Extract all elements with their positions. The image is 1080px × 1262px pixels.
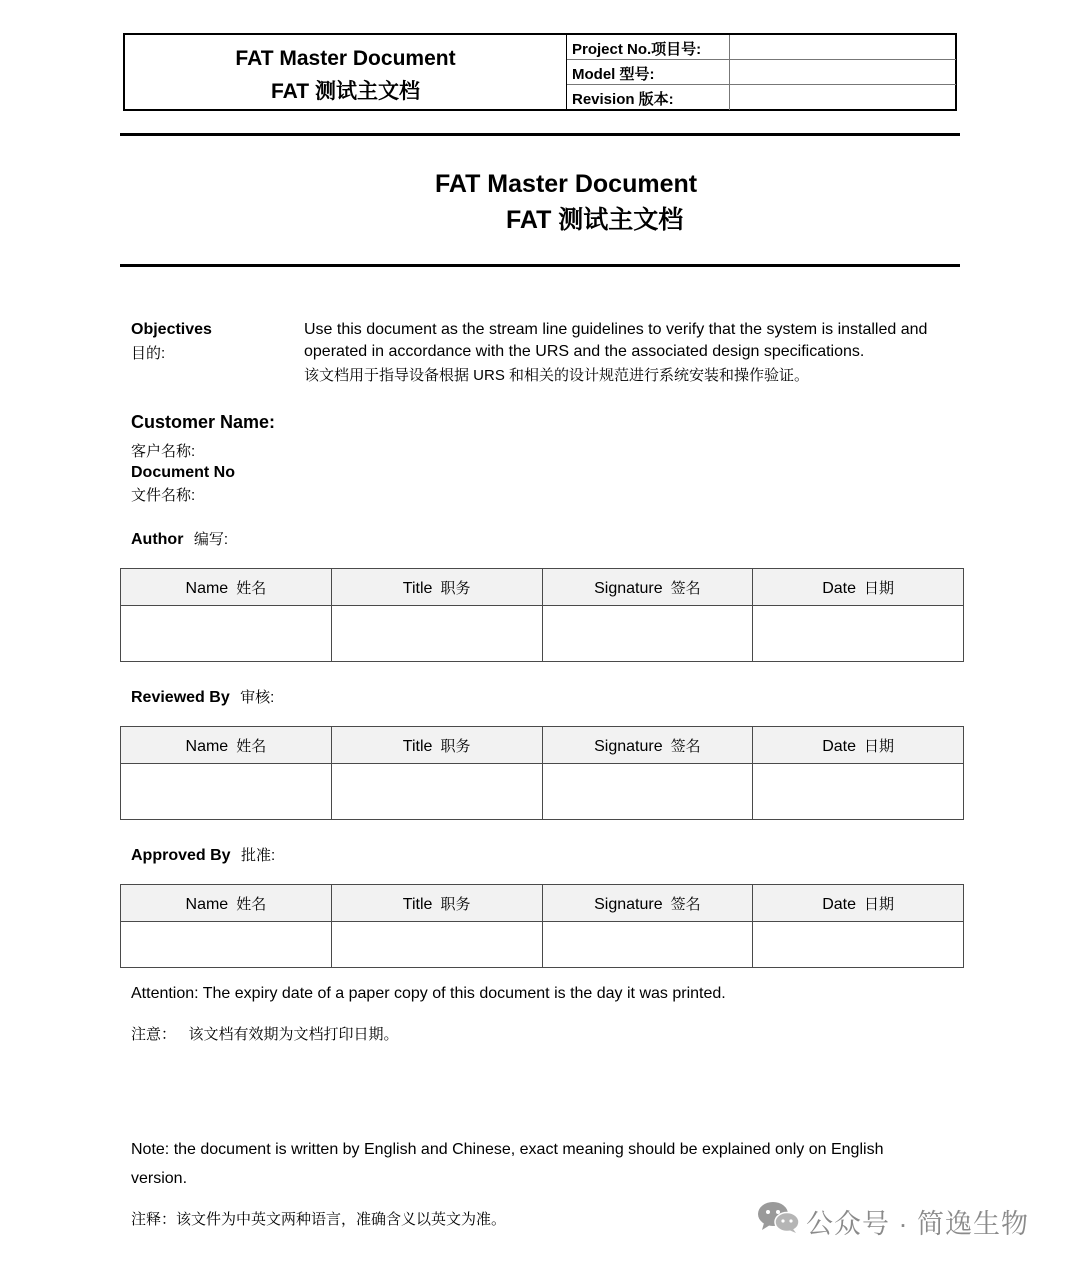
objectives-label-cn: 目的: xyxy=(131,345,166,362)
col-date-en: Date xyxy=(822,895,857,913)
col-name-en: Name xyxy=(185,579,229,597)
customer-name-label-cn: 客户名称: xyxy=(131,443,196,460)
objectives-text-cn: 该文档用于指导设备根据 URS 和相关的设计规范进行系统安装和操作验证。 xyxy=(304,367,810,384)
author-label xyxy=(131,528,228,549)
col-signature-en: Signature xyxy=(594,737,663,755)
col-name-en: Name xyxy=(185,737,229,755)
table-header-row xyxy=(121,885,964,922)
approved-by-table xyxy=(120,884,964,968)
project-no-value xyxy=(729,35,956,59)
col-title-cn: 职务 xyxy=(440,737,471,755)
author-signature-cell[interactable] xyxy=(542,606,753,662)
table-header-row xyxy=(121,727,964,764)
header-field-model xyxy=(567,60,956,85)
attention-text-cn: 注意： 该文档有效期为文档打印日期。 xyxy=(131,1026,399,1043)
header-field-project-no xyxy=(567,35,956,60)
header-title-en: FAT Master Document xyxy=(235,47,456,70)
col-title-en: Title xyxy=(402,737,433,755)
revision-label: Revision 版本: xyxy=(572,91,674,108)
watermark-text: 公众号 · 简逸生物 xyxy=(806,1209,1029,1239)
approver-name-cell[interactable] xyxy=(121,922,332,968)
table-row xyxy=(121,606,964,662)
reviewed-by-label-cn: 审核: xyxy=(240,689,275,706)
col-date-en: Date xyxy=(822,579,857,597)
col-signature-en: Signature xyxy=(594,895,663,913)
reviewer-date-cell[interactable] xyxy=(753,764,964,820)
col-name xyxy=(121,885,332,922)
objectives-label: Objectives xyxy=(131,321,212,338)
col-signature-en: Signature xyxy=(594,579,663,597)
model-label: Model 型号: xyxy=(572,66,655,83)
note-text-line1: Note: the document is written by English and Chinese, exact meaning should be explained only on English xyxy=(131,1141,884,1158)
reviewer-title-cell[interactable] xyxy=(331,764,542,820)
document-no-label-cn: 文件名称: xyxy=(131,487,196,504)
header-title-cell xyxy=(125,35,567,109)
col-title-en: Title xyxy=(402,895,433,913)
header-field-revision xyxy=(567,85,956,110)
author-label-cn: 编写: xyxy=(193,531,229,548)
reviewer-signature-cell[interactable] xyxy=(542,764,753,820)
approved-by-label xyxy=(131,844,275,865)
col-title-cn: 职务 xyxy=(440,579,471,597)
attention-text: Attention: The expiry date of a paper copy of this document is the day it was printed. xyxy=(131,985,726,1002)
col-date-cn: 日期 xyxy=(864,895,895,913)
author-label-en: Author xyxy=(131,531,184,548)
customer-name-label: Customer Name: xyxy=(131,412,276,432)
col-name-cn: 姓名 xyxy=(236,737,267,755)
approver-title-cell[interactable] xyxy=(331,922,542,968)
table-row xyxy=(121,922,964,968)
top-divider xyxy=(120,133,960,136)
wechat-icon xyxy=(756,1200,800,1234)
col-signature-cn: 签名 xyxy=(670,737,701,755)
note-text-cn: 注释：该文件为中英文两种语言，准确含义以英文为准。 xyxy=(131,1211,507,1228)
reviewed-by-label-en: Reviewed By xyxy=(131,689,230,706)
note-text-line2: version. xyxy=(131,1170,188,1187)
col-date-cn: 日期 xyxy=(864,737,895,755)
col-signature xyxy=(542,885,753,922)
document-title-cn: FAT 测试主文档 xyxy=(506,206,684,234)
approved-by-label-cn: 批准: xyxy=(241,847,276,864)
bottom-divider xyxy=(120,264,960,267)
col-title xyxy=(331,885,542,922)
col-name xyxy=(121,727,332,764)
col-name-cn: 姓名 xyxy=(236,895,267,913)
author-title-cell[interactable] xyxy=(331,606,542,662)
author-name-cell[interactable] xyxy=(121,606,332,662)
project-no-label: Project No.项目号: xyxy=(572,41,702,58)
author-date-cell[interactable] xyxy=(753,606,964,662)
col-title-en: Title xyxy=(402,579,433,597)
header-box xyxy=(123,33,957,111)
col-title-cn: 职务 xyxy=(440,895,471,913)
reviewer-name-cell[interactable] xyxy=(121,764,332,820)
document-no-label: Document No xyxy=(131,464,235,481)
col-signature xyxy=(542,569,753,606)
col-date xyxy=(753,727,964,764)
col-date-en: Date xyxy=(822,737,857,755)
header-title-cn: FAT 测试主文档 xyxy=(271,80,420,103)
table-row xyxy=(121,764,964,820)
col-date xyxy=(753,885,964,922)
model-value xyxy=(729,60,956,84)
col-name-cn: 姓名 xyxy=(236,579,267,597)
approved-by-label-en: Approved By xyxy=(131,847,231,864)
approver-signature-cell[interactable] xyxy=(542,922,753,968)
approver-date-cell[interactable] xyxy=(753,922,964,968)
col-signature xyxy=(542,727,753,764)
document-title-en: FAT Master Document xyxy=(435,170,698,198)
revision-value xyxy=(729,85,956,110)
col-date-cn: 日期 xyxy=(864,579,895,597)
col-name xyxy=(121,569,332,606)
reviewed-by-table xyxy=(120,726,964,820)
col-name-en: Name xyxy=(185,895,229,913)
reviewed-by-label xyxy=(131,686,274,707)
col-title xyxy=(331,727,542,764)
objectives-text-line1: Use this document as the stream line guidelines to verify that the system is installed and xyxy=(304,321,928,338)
col-title xyxy=(331,569,542,606)
col-date xyxy=(753,569,964,606)
objectives-text-line2: operated in accordance with the URS and the associated design specifications. xyxy=(304,343,865,360)
col-signature-cn: 签名 xyxy=(670,895,701,913)
author-table xyxy=(120,568,964,662)
col-signature-cn: 签名 xyxy=(670,579,701,597)
table-header-row xyxy=(121,569,964,606)
